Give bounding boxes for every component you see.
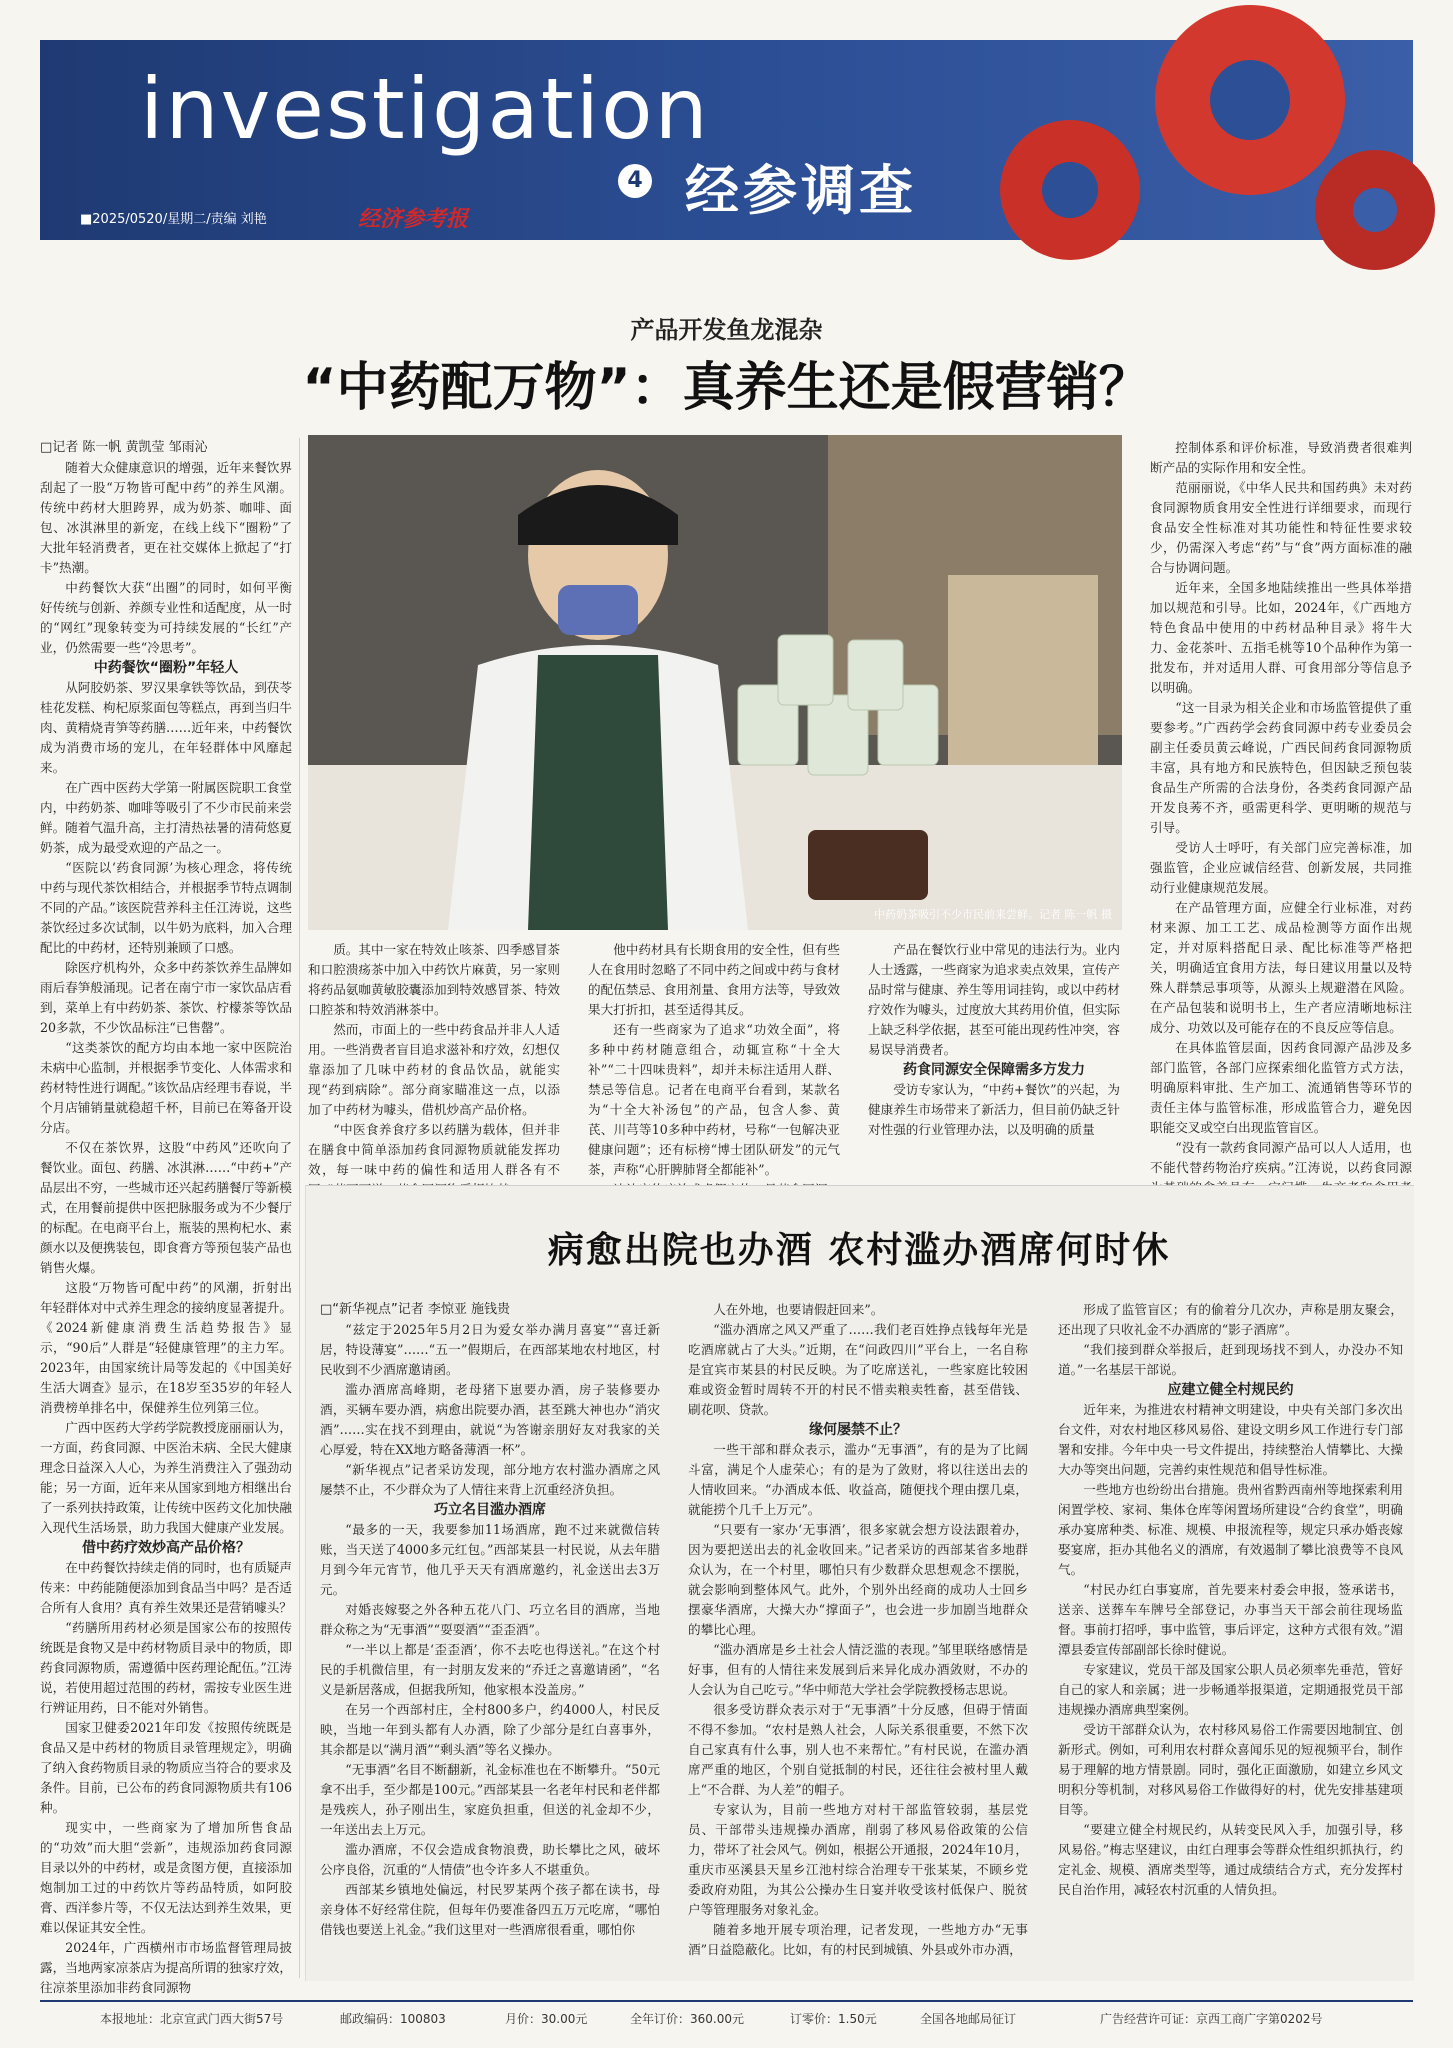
footer-postcode: 邮政编码：100803: [340, 2012, 446, 2026]
paragraph: 中药餐饮大获“出圈”的同时，如何平衡好传统与创新、养颜专业性和适配度，从一时的“网红”现象转变为可持续发展的“长红”产业，仍然需要一些“冷思考”。: [40, 580, 292, 655]
paragraph: “这一目录为相关企业和市场监管提供了重要参考。”广西药学会药食同源中药专业委员会副主任委员黄云峰说，广西民间药食同源物质丰富，具有地方和民族特色，但因缺乏预包装食品生产所需的合法身份，各类药食同源产品开发良莠不齐，亟需更科学、更明晰的规范与引导。: [1150, 700, 1412, 835]
paragraph: “没有一款药食同源产品可以人人适用，也不能代替药物治疗疾病。”江涛说，以药食同源: [1150, 1140, 1412, 1175]
paragraph: “滥办酒席是乡土社会人情泛滥的表现。”邹里联络感情是好事，但有的人情往来发展到后来异化成办酒敛财，不办的人会认为自己吃亏。”华中师范大学社会学院教授杨志思说。: [688, 1642, 1028, 1697]
paragraph: 近年来，为推进农村精神文明建设，中央有关部门多次出台文件，对农村地区移风易俗、建设文明乡风工作进行专门部署和安排。今年中央一号文件提出，持续整治人情攀比、大操大办等突出问题，完善约束性规范和倡导性标准。: [1058, 1402, 1403, 1477]
paragraph: 他中药材具有长期食用的安全性，但有些人在食用时忽略了不同中药之间或中药与食材的配伍禁忌、食用剂量、食用方法等，导致效果大打折扣，甚至适得其反。: [588, 942, 840, 1017]
paragraph: 在具体监管层面，因药食同源产品涉及多部门监管，各部门应探索细化监管方式方法，明确原料审批、生产加工、流通销售等环节的责任主体与监管标准，形成监管合力，避免因职能交叉或空白出现监管盲区。: [1150, 1040, 1412, 1135]
paragraph: 产品在餐饮行业中常见的违法行为。业内人士透露，一些商家为追求卖点效果，宣传产品时常与健康、养生等用词挂钩，或以中药材疗效作为噱头，过度放大其药用价值，但实际上缺乏科学依据，甚至可能出现药性冲突，容易误导消费者。: [868, 942, 1120, 1057]
paragraph: 在广西中医药大学第一附属医院职工食堂内，中药奶茶、咖啡等吸引了不少市民前来尝鲜。随着气温升高，主打清热祛暑的清荷悠夏奶茶，成为最受欢迎的产品之一。: [40, 780, 292, 855]
paragraph: “中医食养食疗多以药膳为载体，但并非在膳食中简单添加药食同源物质就能发挥功效，每一味中药的偏性和适用人群各有不: [308, 1122, 560, 1177]
paragraph: 很多受访群众表示对于“无事酒”十分反感，但碍于情面不得不参加。“农村是熟人社会，人际关系很重要，不然下次自己家真有什么事，别人也不来帮忙。”有村民说，在滥办酒席严重的地区，个别自觉抵制的村民，还往往会被村里人戴上“不合群、为人差”的帽子。: [688, 1702, 1028, 1797]
footer-address: 本报地址：北京宣武门西大街57号: [100, 2012, 284, 2026]
paragraph: 广西中医药大学药学院教授庞丽丽认为，一方面，药食同源、中医治未病、全民大健康理念日益深入人心，为养生消费注入了强劲动能；另一方面，近年来从国家到地方相继出台了一系列扶持政策，让传统中医药文化加快融入现代生活场景，助力我国大健康产业发展。: [40, 1420, 292, 1535]
gears-decoration: [920, 40, 1413, 240]
footer-yearly: 全年订价：360.00元: [630, 2012, 744, 2026]
article1-column-1: [40, 438, 293, 1995]
paragraph: 不仅在茶饮界，这股“中药风”还吹向了餐饮业。面包、药膳、冰淇淋……“中药+”产品层出不穷，一些城市还兴起药膳餐厅等新模式，在用餐前提供中医把脉服务或为不少餐厅的标配。在电商平台上，瓶装的黑枸杞水、素颜水以及便携装包，即食膏方等预包装产品也销售火爆。: [40, 1140, 292, 1275]
subheading: 借中药疗效炒高产品价格？: [82, 1540, 250, 1556]
paragraph: 形成了监管盲区；有的偷着分几次办，声称是朋友聚会，还出现了只收礼金不办酒席的“影子酒席”。: [1058, 1302, 1403, 1337]
article2-headline: 病愈出院也办酒 农村滥办酒席何时休: [547, 1229, 1171, 1271]
article1-column-4: [868, 940, 1120, 1180]
footer-retail: 订零价：1.50元: [790, 2012, 877, 2026]
photo-illustration: [308, 435, 1122, 930]
subheading: 药食同源安全保障需多方发力: [903, 1062, 1085, 1078]
paragraph: “这类茶饮的配方均由本地一家中医院治未病中心监制，并根据季节变化、人体需求和药材特性进行调配。”该饮品店经理韦春说，半个月店铺销量就稳超千杯，目前已在筹备开设分店。: [40, 1040, 293, 1135]
paragraph: 在产品管理方面，应健全行业标准，对药材来源、加工工艺、成品检测等方面作出规定，并对原料搭配日录、配比标准等严格把关，明确适宜食用方法，每日建议用量以及特殊人群禁忌事项等，从源头上规避潜在风险。在产品包装和说明书上，生产者应清晰地标注成分、功效以及可能存在的不良反应等信息。: [1150, 900, 1412, 1035]
subheading: 巧立名目滥办酒席: [434, 1502, 546, 1518]
date-line: ■2025/0520/星期二/责编 刘艳: [80, 212, 267, 227]
paragraph: 专家认为，目前一些地方对村干部监管较弱，基层党员、干部带头违规操办酒席，削弱了移风易俗政策的公信力，带坏了社会风气。例如，根据公开通报，2024年10月，重庆市巫溪县天星乡江池村综合治理专干张某某，不顾乡党委政府劝阻，为其公公操办生日宴并收受该村低保户、脱贫户等管理服务对象礼金。: [688, 1802, 1028, 1917]
paragraph: 除医疗机构外，众多中药茶饮养生品牌如雨后春笋般涌现。记者在南宁市一家饮品店看到，菜单上有中药奶茶、茶饮、柠檬茶等饮品20多款，不少饮品标注“已售罄”。: [40, 960, 292, 1035]
article1-column-2: [308, 940, 560, 1180]
paragraph: “只要有一家办‘无事酒’，很多家就会想方设法跟着办，因为要把送出去的礼金收回来。”记者采访的西部某省多地群众认为，在一个村里，哪怕只有少数群众思想观念不摆脱，就会影响到整体风气。此外，个别外出经商的成功人士回乡摆豪华酒席，大操大办“撑面子”，也会进一步加剧当地群众的攀比心理。: [688, 1522, 1028, 1637]
page-footer: [40, 2000, 1413, 2032]
masthead-word: investigation: [140, 60, 710, 158]
paragraph: “兹定于2025年5月2日为爱女举办满月喜宴”“喜迁新居，特设薄宴”……“五一”假期后，在西部某地农村地区，村民收到不少酒席邀请函。: [320, 1322, 660, 1377]
paragraph: 滥办酒席，不仅会造成食物浪费，助长攀比之风，破坏公序良俗，沉重的“人情债”也令许多人不堪重负。: [320, 1842, 660, 1877]
page-number: 4: [618, 164, 652, 198]
paragraph: “药膳所用药材必须是国家公布的按照传统既是食物又是中药材物质目录中的物质，即药食同源物质，需遵循中医药理论配伍。”江涛说，若使用超过范围的药材，需按专业医生进行辨证用药，日不能对外销售。: [40, 1620, 293, 1715]
paragraph: “村民办红白事宴席，首先要来村委会申报，签承诺书，送亲、送葬车车牌号全部登记，办事当天干部会前往现场监督。事前打招呼，事中监管，事后评定，这种方式很有效。”湄潭县委宣传部副部长徐时健说。: [1058, 1582, 1403, 1657]
paragraph: 专家建议，党员干部及国家公职人员必须率先垂范，管好自己的家人和亲属；进一步畅通举报渠道，定期通报党员干部违规操办酒席典型案例。: [1058, 1662, 1403, 1717]
subheading: 应建立健全村规民约: [1167, 1382, 1294, 1398]
paragraph: “要建立健全村规民约，从转变民风入手，加强引导，移风易俗。”梅志坚建议，由红白理事会等群众性组织抓执行，约定礼金、规模、酒席类型等，通过成绩结合方式，充分发挥村民自治作用，减轻农村沉重的人情负担。: [1058, 1822, 1403, 1897]
paper-logo: 经济参考报: [358, 206, 469, 232]
paragraph: 2024年，广西横州市市场监督管理局披露，当地两家凉茶店为提高所谓的独家疗效，往凉茶里添加非药食同源物: [40, 1940, 292, 1995]
byline: □“新华视点”记者 李惊亚 施钱贵: [320, 1302, 511, 1317]
paragraph: 受访干部群众认为，农村移风易俗工作需要因地制宜、创新形式。例如，可利用农村群众喜闻乐见的短视频平台，制作易于理解的地方情景剧。同时，强化正面激励，如建立乡风文明积分等机制，对移风易俗工作做得好的村，优先安排基建项目等。: [1058, 1722, 1403, 1817]
paragraph: 然而，市面上的一些中药食品并非人人适用。一些消费者盲目追求滋补和疗效，幻想仅靠添加了几味中药材的食品饮品，就能实现“药到病除”。部分商家瞄准这一点，以添加了中药材为噱头，借机炒高产品价格。: [308, 1022, 560, 1117]
section-title: 经参调查: [685, 159, 917, 222]
paragraph: 滥办酒席高峰期，老母猪下崽要办酒，房子装修要办酒，买辆车要办酒，病愈出院要办酒，甚至跳大神也办“消灾酒”……实在找不到理由，就说“为答谢亲朋好友对我家的关心厚爱，特在XX地方略备薄酒一杯”。: [320, 1382, 660, 1457]
article2-column-3: [1058, 1300, 1403, 1980]
column-divider: [299, 438, 300, 1978]
paragraph: 一些地方也纷纷出台措施。贵州省黔西南州等地探索利用闲置学校、家祠、集体仓库等闲置场所建设“合约食堂”，明确承办宴席种类、标准、规模、申报流程等，规定只承办婚丧嫁娶宴席，拒办其他名义的酒席，有效遏制了攀比浪费等不良风气。: [1058, 1482, 1403, 1577]
paragraph: “一半以上都是‘歪歪酒’，你不去吃也得送礼。”在这个村民的手机微信里，有一封朋友发来的“乔迁之喜邀请函”，“名义是新居落成，但据我所知，他家根本没盖房。”: [320, 1642, 660, 1697]
paragraph: “医院以‘药食同源’为核心理念，将传统中药与现代茶饮相结合，并根据季节特点调制不同的产品。”该医院营养科主任江涛说，这些茶饮经过多次试制，以牛奶为底料，加入合理配比的中药材，还特别兼顾了口感。: [40, 860, 293, 955]
footer-ad-license: 广告经营许可证：京西工商广字第0202号: [1100, 2012, 1323, 2026]
article1-column-5: [1150, 438, 1412, 1180]
photo-caption: 中药奶茶吸引不少市民前来尝鲜。记者 陈一帆 摄: [874, 908, 1112, 921]
paragraph: “新华视点”记者采访发现，部分地方农村滥办酒席之风屡禁不止，不少群众为了人情往来背上沉重经济负担。: [320, 1462, 660, 1497]
paragraph: 一些干部和群众表示，滥办“无事酒”，有的是为了比阔斗富，满足个人虚荣心；有的是为了敛财，将以往送出去的人情收回来。“办酒成本低、收益高，随便找个理由摆几桌，就能捞个几千上万元”。: [688, 1442, 1028, 1517]
paragraph: 还有一些商家为了追求“功效全面”，将多种中药材随意组合，动辄宣称“十全大补”“二十四味贵料”，却并未标注适用人群、禁忌等信息。记者在电商平台看到，某款名为“十全大补汤包”的产品，包含人参、黄芪、川芎等10多种中药材，号称“一包解决亚健康问题”；还有标榜“博士团队研发”的元气茶，声称“心肝脾肺肾全都能补”。: [588, 1022, 840, 1177]
paragraph: 这股“万物皆可配中药”的风潮，折射出年轻群体对中式养生理念的接纳度显著提升。《2024新健康消费生活趋势报告》显示，“90后”人群是“轻健康管理”的主力军。2023年，由国家统计局等发起的《中国美好生活大调查》显示，在18岁至35岁的年轻人消费榜单排名中，保健养生位列第三位。: [40, 1280, 292, 1415]
paragraph: “滥办酒席之风又严重了……我们老百姓挣点钱每年光是吃酒席就占了大头。”近期，在“问政四川”平台上，一名自称是宜宾市某县的村民反映。为了吃席送礼，一些家庭比较困难或资金暂时周转不开的村民不惜卖粮卖牲畜，甚至借钱、刷花呗、贷款。: [688, 1322, 1028, 1417]
paragraph: 从阿胶奶茶、罗汉果拿铁等饮品，到茯苓桂花发糕、枸杞原浆面包等糕点，再到当归牛肉、黄精烧青笋等药膳……近年来，中药餐饮成为消费市场的宠儿，在年轻群体中风靡起来。: [40, 680, 292, 775]
paragraph: 随着多地开展专项治理，记者发现，一些地方办“无事酒”日益隐蔽化。比如，有的村民到城镇、外县或外市办酒，: [688, 1922, 1028, 1957]
paragraph: 在中药餐饮持续走俏的同时，也有质疑声传来：中药能随便添加到食品当中吗？是否适合所有人食用？真有养生效果还是营销噱头？: [40, 1560, 292, 1615]
paragraph: 随着大众健康意识的增强，近年来餐饮界刮起了一股“万物皆可配中药”的养生风潮。传统中药材大胆跨界，成为奶茶、咖啡、面包、冰淇淋里的新宠，在线上线下“圈粉”了大批年轻消费者，更在社交媒体上掀起了“打卡”热潮。: [40, 460, 292, 575]
paragraph: 受访专家认为，“中药+餐饮”的兴起，为健康养生市场带来了新活力，但目前仍缺乏针对性强的行业管理办法，以及明确的质量: [868, 1082, 1120, 1137]
paragraph: 控制体系和评价标准，导致消费者很难判断产品的实际作用和安全性。: [1150, 440, 1412, 475]
paragraph: “最多的一天，我要参加11场酒席，跑不过来就微信转账，当天送了4000多元红包。”西部某县一村民说，从去年腊月到今年元宵节，他几乎天天有酒席邀约，礼金送出去3万元。: [320, 1522, 660, 1597]
article1-column-3: [588, 940, 840, 1180]
footer-monthly: 月价：30.00元: [505, 2012, 588, 2026]
paragraph: 西部某乡镇地处偏远，村民罗某两个孩子都在读书，母亲身体不好经常住院，但每年仍要准备四五万元吃席，“哪怕借钱也要送上礼金。”我们这里对一些酒席很看重，哪怕你: [320, 1882, 660, 1937]
article-headline: “中药配万物”：真养生还是假营销？: [302, 358, 1151, 418]
paragraph: “我们接到群众举报后，赶到现场找不到人，办没办不知道。”一名基层干部说。: [1058, 1342, 1403, 1377]
paragraph: 国家卫健委2021年印发《按照传统既是食品又是中药材的物质目录管理规定》，明确了纳入食药物质目录的物质应当符合的要求及条件。目前，已公布的药食同源物质共有106种。: [40, 1720, 292, 1815]
paragraph: 质。其中一家在特效止咳茶、四季感冒茶和口腔溃疡茶中加入中药饮片麻黄，另一家则将药品氨咖黄敏胶囊添加到特效感冒茶、特效口腔茶和特效消淋茶中。: [308, 942, 560, 1017]
article2-column-1: [320, 1300, 660, 1980]
paragraph: 近年来，全国多地陆续推出一些具体举措加以规范和引导。比如，2024年，《广西地方特色食品中使用的中药材品种目录》将牛大力、金花茶叶、五指毛桃等10个品种作为第一批发布，并对适用人群、可食用部分等信息予以明确。: [1150, 580, 1412, 695]
footer-subscribe: 全国各地邮局征订: [920, 2012, 1017, 2026]
subheading: 缘何屡禁不止？: [809, 1422, 907, 1438]
article2-column-2: [688, 1300, 1028, 1980]
article-kicker: 产品开发鱼龙混杂: [630, 315, 823, 344]
masthead-banner: [40, 40, 1413, 240]
article-photo: [308, 435, 1122, 930]
paragraph: 现实中，一些商家为了增加所售食品的“功效”而大胆“尝新”，违规添加药食同源目录以外的中药材，或是贪图方便，直接添加炮制加工过的中药饮片等药品特质，如阿胶膏、西洋参片等，不仅无法达到养生效果，更难以保证其安全性。: [40, 1820, 292, 1935]
paragraph: 人在外地，也要请假赶回来”。: [713, 1302, 884, 1317]
byline: □记者 陈一帆 黄凯莹 邹雨沁: [40, 440, 208, 455]
paragraph: 在另一个西部村庄，全村800多户，约4000人，村民反映，当地一年到头都有人办酒，除了少部分是红白喜事外，其余都是以“满月酒”“剩头酒”等名义操办。: [320, 1702, 660, 1757]
paragraph: “无事酒”名目不断翻新，礼金标准也在不断攀升。“50元拿不出手，至少都是100元。”西部某县一名老年村民和老伴都是残疾人，孙子刚出生，家庭负担重，但送的礼金却不少，一年送出去上万元。: [320, 1762, 660, 1837]
paragraph: 受访人士呼吁，有关部门应完善标准，加强监管，企业应诚信经营、创新发展，共同推动行业健康规范发展。: [1150, 840, 1412, 895]
subheading: 中药餐饮“圈粉”年轻人: [93, 660, 239, 676]
paragraph: 范丽丽说，《中华人民共和国药典》未对药食同源物质食用安全性进行详细要求，而现行食品安全性标准对其功能性和特征性要求较少，仍需深入考虑“药”与“食”两方面标准的融合与协调问题。: [1150, 480, 1412, 575]
paragraph: 对婚丧嫁娶之外各种五花八门、巧立名目的酒席，当地群众称之为“无事酒”“耍耍酒”“歪歪酒”。: [320, 1602, 660, 1637]
